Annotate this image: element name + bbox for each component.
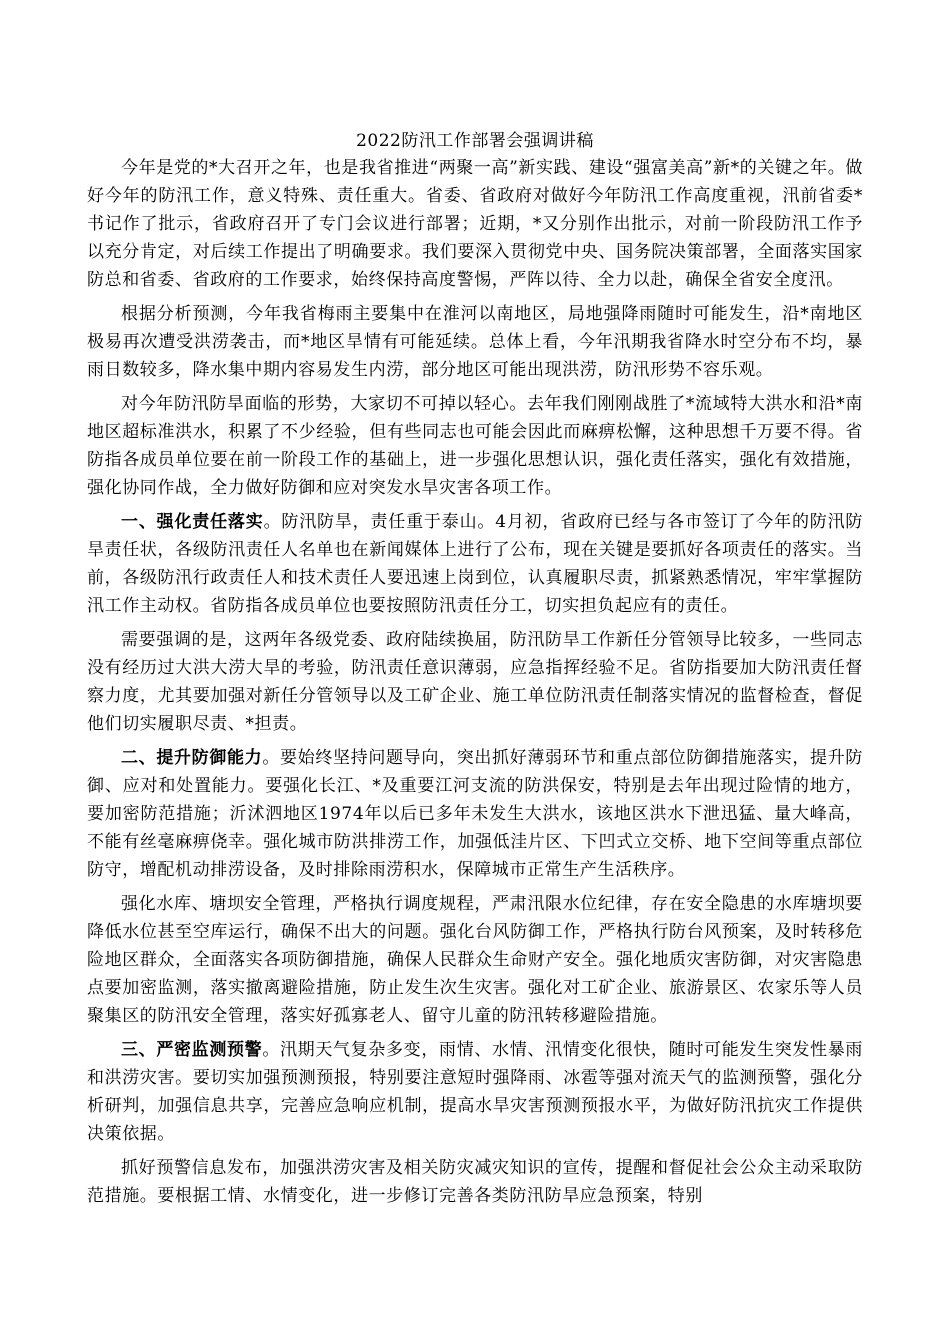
paragraph-7 bbox=[87, 890, 863, 1030]
paragraph-text: 今年是党的*大召开之年，也是我省推进“两聚一高”新实践、建设“强富美高”新*的关键之年。做好今年的防汛工作，意义特殊、责任重大。省委、省政府对做好今年防汛工作高度重视，汛前省委*书记作了批示，省政府召开了专门会议进行部署；近期，*又分别作出批示，对前一阶段防汛工作予以充分肯定，对后续工作提出了明确要求。我们要深入贯彻党中央、国务院决策部署，全面落实国家防总和省委、省政府的工作要求，始终保持高度警惕，严阵以待、全力以赴，确保全省安全度汛。 bbox=[87, 158, 863, 290]
section-heading: 二、提升防御能力 bbox=[121, 748, 263, 768]
section-3-paragraph bbox=[87, 1036, 863, 1148]
paragraph-5 bbox=[87, 626, 863, 738]
paragraph-9 bbox=[87, 1154, 863, 1210]
section-heading: 一、强化责任落实 bbox=[121, 512, 264, 532]
paragraph-text: 需要强调的是，这两年各级党委、政府陆续换届，防汛防旱工作新任分管领导比较多，一些同志没有经历过大洪大涝大旱的考验，防汛责任意识薄弱，应急指挥经验不足。省防指要加大防汛责任督察力度，尤其要加强对新任分管领导以及工矿企业、施工单位防汛责任制落实情况的监督检查，督促他们切实履职尽责、*担责。 bbox=[87, 630, 863, 734]
paragraph-1 bbox=[87, 154, 863, 294]
section-2-paragraph bbox=[87, 744, 863, 884]
document-title: 2022防汛工作部署会强调讲稿 bbox=[356, 131, 594, 151]
paragraph-2 bbox=[87, 300, 863, 384]
paragraph-text: 。要始终坚持问题导向，突出抓好薄弱环节和重点部位防御措施落实，提升防御、应对和处置能力。要强化长江、*及重要江河支流的防洪保安，特别是去年出现过险情的地方，要加密防范措施；沂沭泗地区1974年以后已多年未发生大洪水，该地区洪水下泄迅猛、量大峰高，不能有丝毫麻痹侥幸。强化城市防洪排涝工作，加强低洼片区、下凹式立交桥、地下空间等重点部位防守，增配机动排涝设备，及时排除雨涝积水，保障城市正常生产生活秩序。 bbox=[87, 748, 863, 880]
paragraph-text: 抓好预警信息发布，加强洪涝灾害及相关防灾减灾知识的宣传，提醒和督促社会公众主动采取防范措施。要根据工情、水情变化，进一步修订完善各类防汛防旱应急预案，特别 bbox=[87, 1158, 863, 1206]
paragraph-text: 对今年防汛防旱面临的形势，大家切不可掉以轻心。去年我们刚刚战胜了*流域特大洪水和沿*南地区超标准洪水，积累了不少经验，但有些同志也可能会因此而麻痹松懈，这种思想千万要不得。省防指各成员单位要在前一阶段工作的基础上，进一步强化思想认识，强化责任落实，强化有效措施，强化协同作战，全力做好防御和应对突发水旱灾害各项工作。 bbox=[87, 394, 863, 498]
section-1-paragraph bbox=[87, 508, 863, 620]
paragraph-3 bbox=[87, 390, 863, 502]
section-heading: 三、严密监测预警 bbox=[121, 1040, 263, 1060]
paragraph-text: 强化水库、塘坝安全管理，严格执行调度规程，严肃汛限水位纪律，存在安全隐患的水库塘坝要降低水位甚至空库运行，确保不出大的问题。强化台风防御工作，严格执行防台风预案，及时转移危险地区群众，全面落实各项防御措施，确保人民群众生命财产安全。强化地质灾害防御，对灾害隐患点要加密监测，落实撤离避险措施，防止发生次生灾害。强化对工矿企业、旅游景区、农家乐等人员聚集区的防汛安全管理，落实好孤寡老人、留守儿童的防汛转移避险措施。 bbox=[87, 894, 863, 1026]
paragraph-text: 。防汛防旱，责任重于泰山。4月初，省政府已经与各市签订了今年的防汛防旱责任状，各级防汛责任人名单也在新闻媒体上进行了公布，现在关键是要抓好各项责任的落实。当前，各级防汛行政责任人和技术责任人要迅速上岗到位，认真履职尽责，抓紧熟悉情况，牢牢掌握防汛工作主动权。省防指各成员单位也要按照防汛责任分工，切实担负起应有的责任。 bbox=[87, 512, 863, 616]
document-page bbox=[87, 128, 863, 1216]
paragraph-text: 根据分析预测，今年我省梅雨主要集中在淮河以南地区，局地强降雨随时可能发生，沿*南地区极易再次遭受洪涝袭击，而*地区旱情有可能延续。总体上看，今年汛期我省降水时空分布不均，暴雨日数较多，降水集中期内容易发生内涝，部分地区可能出现洪涝，防汛形势不容乐观。 bbox=[87, 304, 863, 380]
paragraph-text: 。汛期天气复杂多变，雨情、水情、汛情变化很快，随时可能发生突发性暴雨和洪涝灾害。要切实加强预测预报，特别要注意短时强降雨、冰雹等强对流天气的监测预警，强化分析研判，加强信息共享，完善应急响应机制，提高水旱灾害预测预报水平，为做好防汛抗灾工作提供决策依据。 bbox=[87, 1040, 863, 1144]
